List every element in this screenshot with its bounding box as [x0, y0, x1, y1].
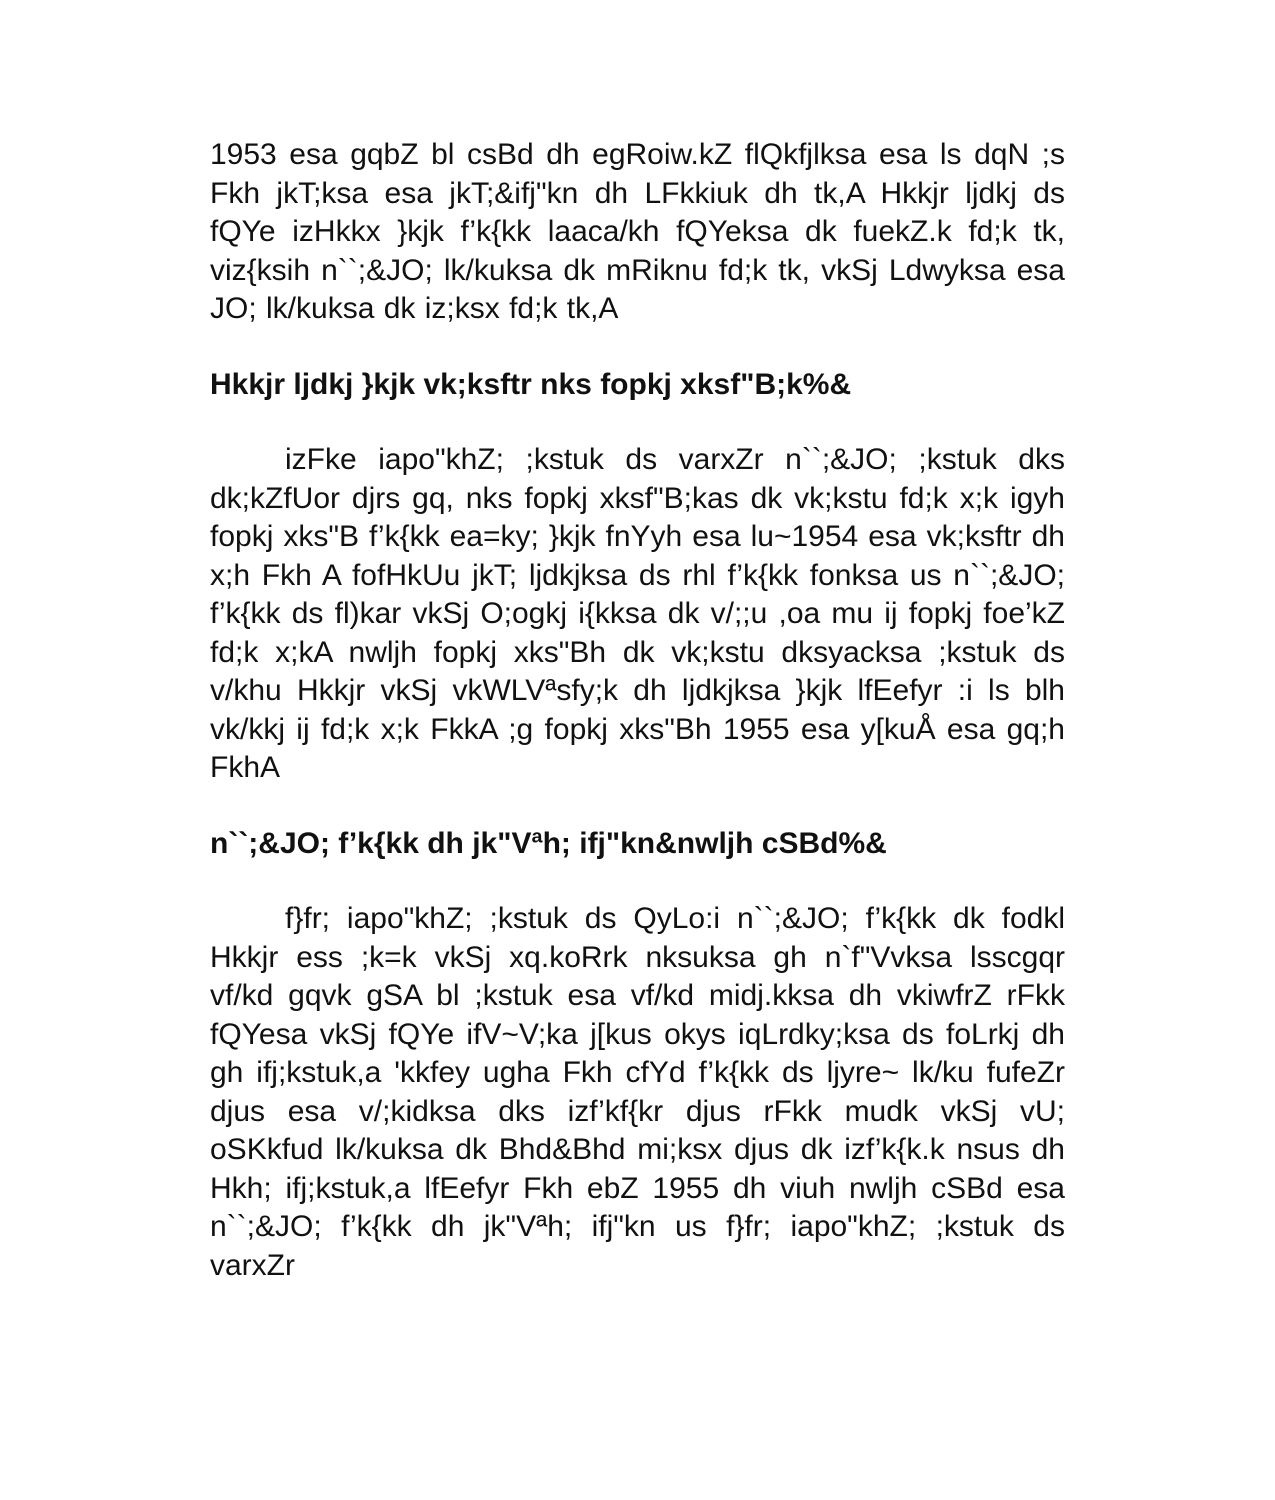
document-page	[210, 136, 1065, 1285]
section-heading-1: Hkkjr ljdkj }kjk vk;ksftr nks fopkj xksf"B;k%&	[210, 367, 852, 401]
section-heading-2: n``;&JO; f’k{kk dh jk"Vªh; ifj"kn&nwljh cSBd%&	[210, 826, 887, 860]
paragraph-2: izFke iapo"khZ; ;kstuk ds varxZr n``;&JO; ;kstuk dks dk;kZfUor djrs gq, nks fopkj xksf"B;kas dk vk;kstu fd;k x;k igyh fopkj xks"B f’k{kk ea=ky; }kjk fnYyh esa lu~1954 esa vk;ksftr dh x;h Fkh A fofHkUu jkT; ljdkjksa ds rhl f’k{kk fonksa us n``;&JO; f’k{kk ds fl)kar vkSj O;ogkj i{kksa dk v/;;u ,oa mu ij fopkj foe’kZ fd;k x;kA nwljh fopkj xks"Bh dk vk;kstu dksyacksa ;kstuk ds v/khu Hkkjr vkSj vkWLVªsfy;k dh ljdkjksa }kjk lfEefyr :i ls blh vk/kkj ij fd;k x;k FkkA ;g fopkj xks"Bh 1955 esa y[kuÅ esa gq;h FkhA	[210, 443, 1065, 784]
paragraph-1: 1953 esa gqbZ bl csBd dh egRoiw.kZ flQkfjlksa esa ls dqN ;s Fkh jkT;ksa esa jkT;&ifj"kn dh LFkkiuk dh tk,A Hkkjr ljdkj ds fQYe izHkkx }kjk f’k{kk laaca/kh fQYeksa dk fuekZ.k fd;k tk, viz{ksih n``;&JO; lk/kuksa dk mRiknu fd;k tk, vkSj Ldwyksa esa JO; lk/kuksa dk iz;ksx fd;k tk,A	[210, 138, 1065, 325]
paragraph-3: f}fr; iapo"khZ; ;kstuk ds QyLo:i n``;&JO; f’k{kk dk fodkl Hkkjr ess ;k=k vkSj xq.koRrk nksuksa gh n`f"Vvksa lsscgqr vf/kd gqvk gSA bl ;kstuk esa vf/kd midj.kksa dh vkiwfrZ rFkk fQYesa vkSj fQYe ifV~V;ka j[kus okys iqLrdky;ksa ds foLrkj dh gh ifj;kstuk,a 'kkfey ugha Fkh cfYd f’k{kk ds ljyre~ lk/ku fufeZr djus esa v/;kidksa dks izf’kf{kr djus rFkk mudk vkSj vU; oSKkfud lk/kuksa dk Bhd&Bhd mi;ksx djus dk izf’k{k.k nsus dh Hkh; ifj;kstuk,a lfEefyr Fkh ebZ 1955 dh viuh nwljh cSBd esa n``;&JO; f’k{kk dh jk"Vªh; ifj"kn us f}fr; iapo"khZ; ;kstuk ds varxZr	[210, 902, 1065, 1282]
